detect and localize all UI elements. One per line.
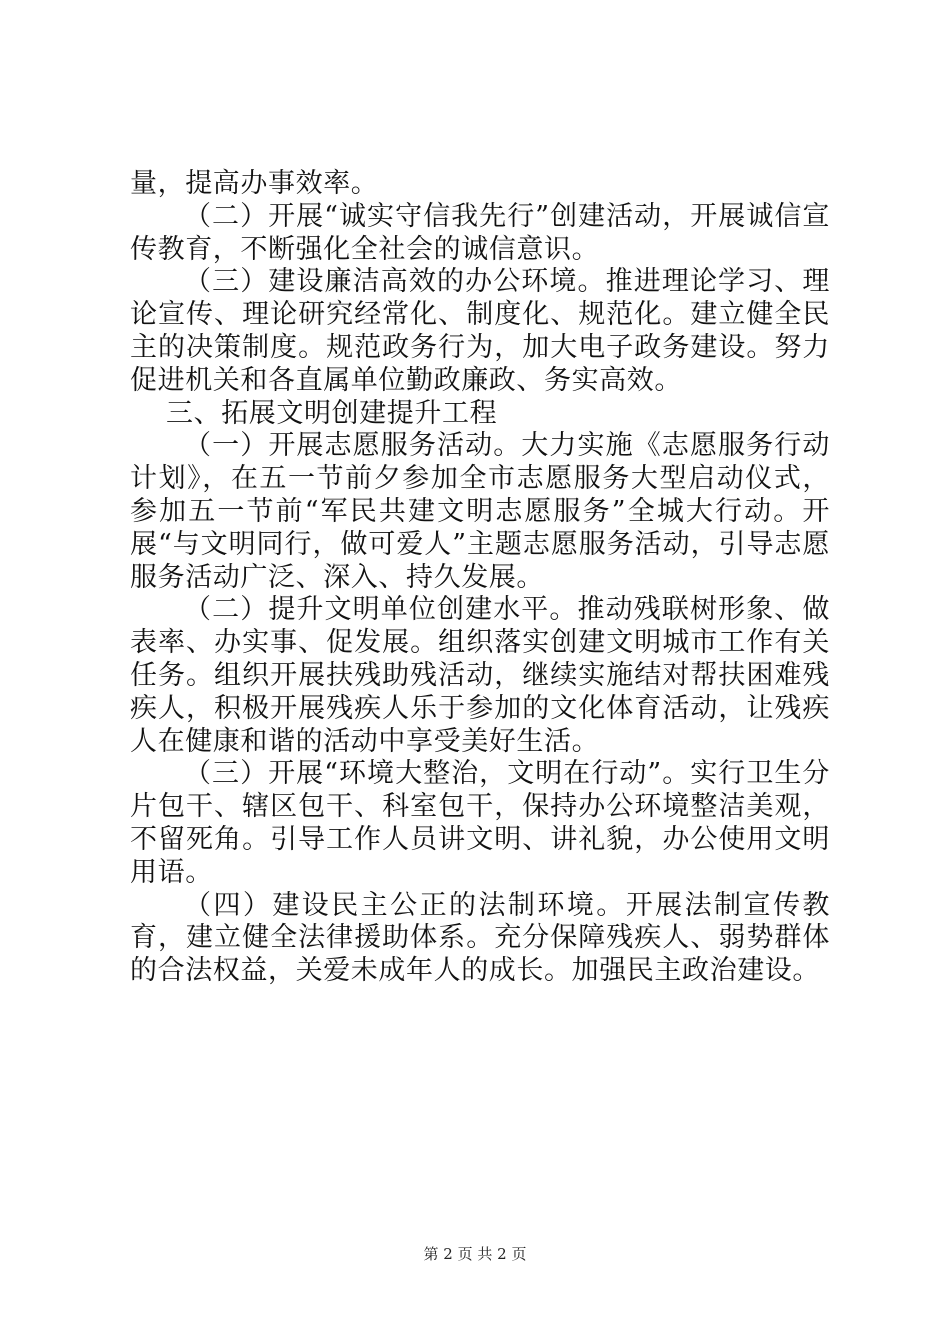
paragraph-environment: （三）开展“环境大整治，文明在行动”。实行卫生分片包干、辖区包干、科室包干，保持办公环境整洁美观，不留死角。引导工作人员讲文明、讲礼貌，办公使用文明用语。 xyxy=(130,758,830,888)
section-heading: 三、拓展文明创建提升工程 xyxy=(166,397,498,429)
paragraph-continuation: 量，提高办事效率。 xyxy=(130,168,379,199)
paragraph-clean-office: （三）建设廉洁高效的办公环境。推进理论学习、理论宣传、理论研究经常化、制度化、规范化。建立健全民主的决策制度。规范政务行为，加大电子政务建设。努力促进机关和各直属单位勤政廉政、务实高效。 xyxy=(130,266,830,396)
paragraph-integrity-campaign: （二）开展“诚实守信我先行”创建活动，开展诚信宣传教育，不断强化全社会的诚信意识。 xyxy=(130,200,830,265)
page-footer: 第 2 页 共 2 页 xyxy=(423,1245,527,1263)
paragraph-legal-environment: （四）建设民主公正的法制环境。开展法制宣传教育，建立健全法律援助体系。充分保障残疾人、弱势群体的合法权益，关爱未成年人的成长。加强民主政治建设。 xyxy=(130,889,830,987)
paragraph-civilized-unit: （二）提升文明单位创建水平。推动残联树形象、做表率、办实事、促发展。组织落实创建文明城市工作有关任务。组织开展扶残助残活动，继续实施结对帮扶困难残疾人，积极开展残疾人乐于参加的文化体育活动，让残疾人在健康和谐的活动中享受美好生活。 xyxy=(130,594,830,757)
paragraph-volunteer-service: （一）开展志愿服务活动。大力实施《志愿服务行动计划》，在五一节前夕参加全市志愿服务大型启动仪式，参加五一节前“军民共建文明志愿服务”全城大行动。开展“与文明同行，做可爱人”主题志愿服务活动，引导志愿服务活动广泛、深入、持久发展。 xyxy=(130,430,830,593)
document-body xyxy=(130,168,830,988)
